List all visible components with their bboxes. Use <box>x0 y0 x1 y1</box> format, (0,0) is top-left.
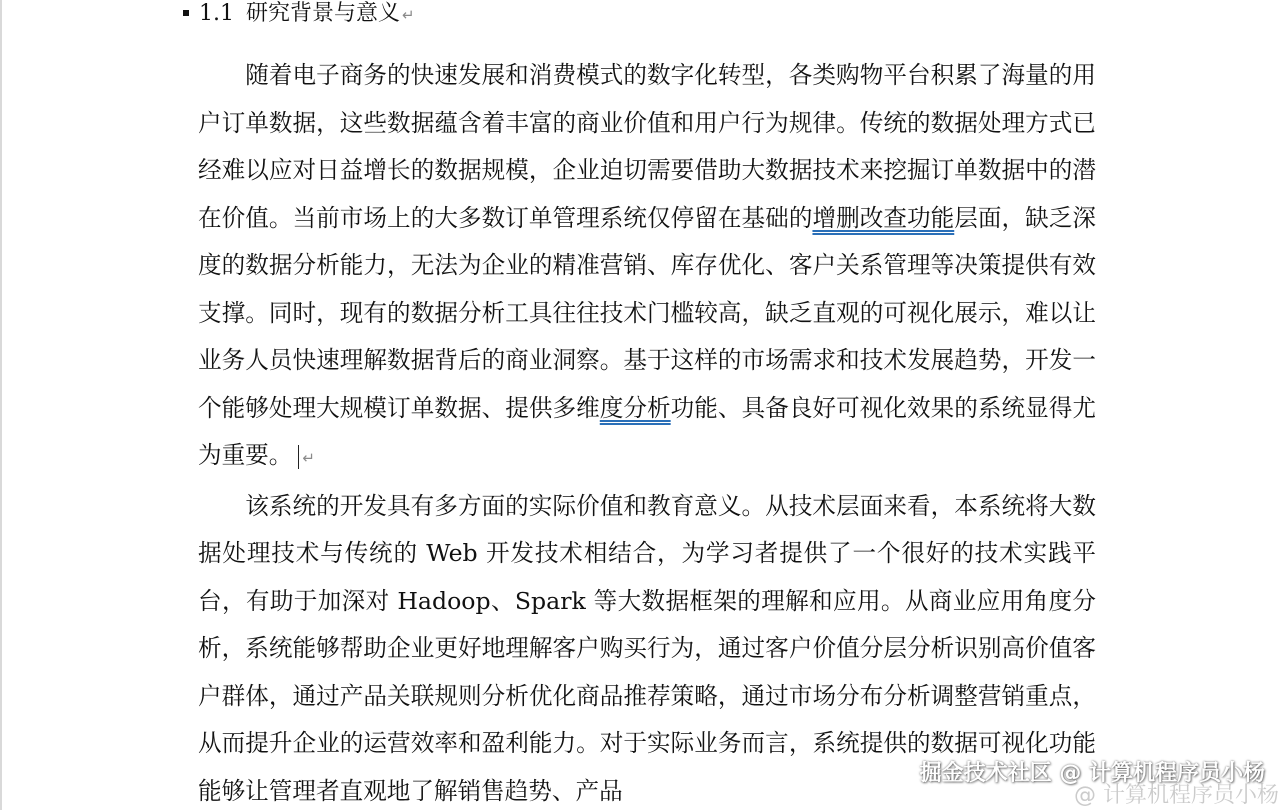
paragraph-mark-icon: ↵ <box>402 6 415 24</box>
paragraph-1-text-b: 层面，缺乏深度的数据分析能力，无法为企业的精准营销、库存优化、客户关系管理等决策提供有效支撑。同时，现有的数据分析工具往往技术门槛较高，缺乏直观的可视化展示，难以让业务人员快速理解数据背后的商业洞察。基于这样的市场需求和技术发展趋势，开发一个能够处理大规模订单数据、提供多维 <box>198 203 1097 422</box>
watermark-ghost: @ 计算机程序员小杨 <box>1074 783 1279 808</box>
paragraph-handle-icon[interactable] <box>183 10 189 16</box>
watermark: 掘金技术社区 @ 计算机程序员小杨 <box>919 761 1265 786</box>
paragraph-1-text-c: 功能、具备良好可视化效果的系统显得尤为重要。 <box>198 393 1097 469</box>
page-left-edge <box>0 0 2 810</box>
paragraph-mark-icon: ↵ <box>302 449 315 467</box>
section-title: 研究背景与意义 <box>246 1 401 26</box>
document-body[interactable] <box>198 52 1096 810</box>
text-cursor <box>298 445 299 469</box>
grammar-flag-2[interactable]: 度分析 <box>599 393 671 422</box>
section-number: 1.1 <box>199 1 234 26</box>
paragraph-1[interactable] <box>198 52 1096 483</box>
paragraph-2-text: 该系统的开发具有多方面的实际价值和教育意义。从技术层面来看，本系统将大数据处理技术与传统的 Web 开发技术相结合，为学习者提供了一个很好的技术实践平台，有助于加深对 Hadoop、Spark 等大数据框架的理解和应用。从商业应用角度分析，系统能够帮助企业更好地理解客户购买行为，通过客户价值分层分析识别高价值客户群体，通过产品关联规则分析优化商品推荐策略，通过市场分布分析调整营销重点，从而提升企业的运营效率和盈利能力。对于实际业务而言，系统提供的数据可视化功能能够让管理者直观地了解销售趋势、产品 <box>198 491 1096 805</box>
section-heading <box>183 0 415 28</box>
paragraph-1-text-a: 随着电子商务的快速发展和消费模式的数字化转型，各类购物平台积累了海量的用户订单数据，这些数据蕴含着丰富的商业价值和用户行为规律。传统的数据处理方式已经难以应对日益增长的数据规模，企业迫切需要借助大数据技术来挖掘订单数据中的潜在价值。当前市场上的大多数订单管理系统仅停留在基础的 <box>198 61 1096 232</box>
grammar-flag-1[interactable]: 增删改查功能 <box>812 203 955 232</box>
